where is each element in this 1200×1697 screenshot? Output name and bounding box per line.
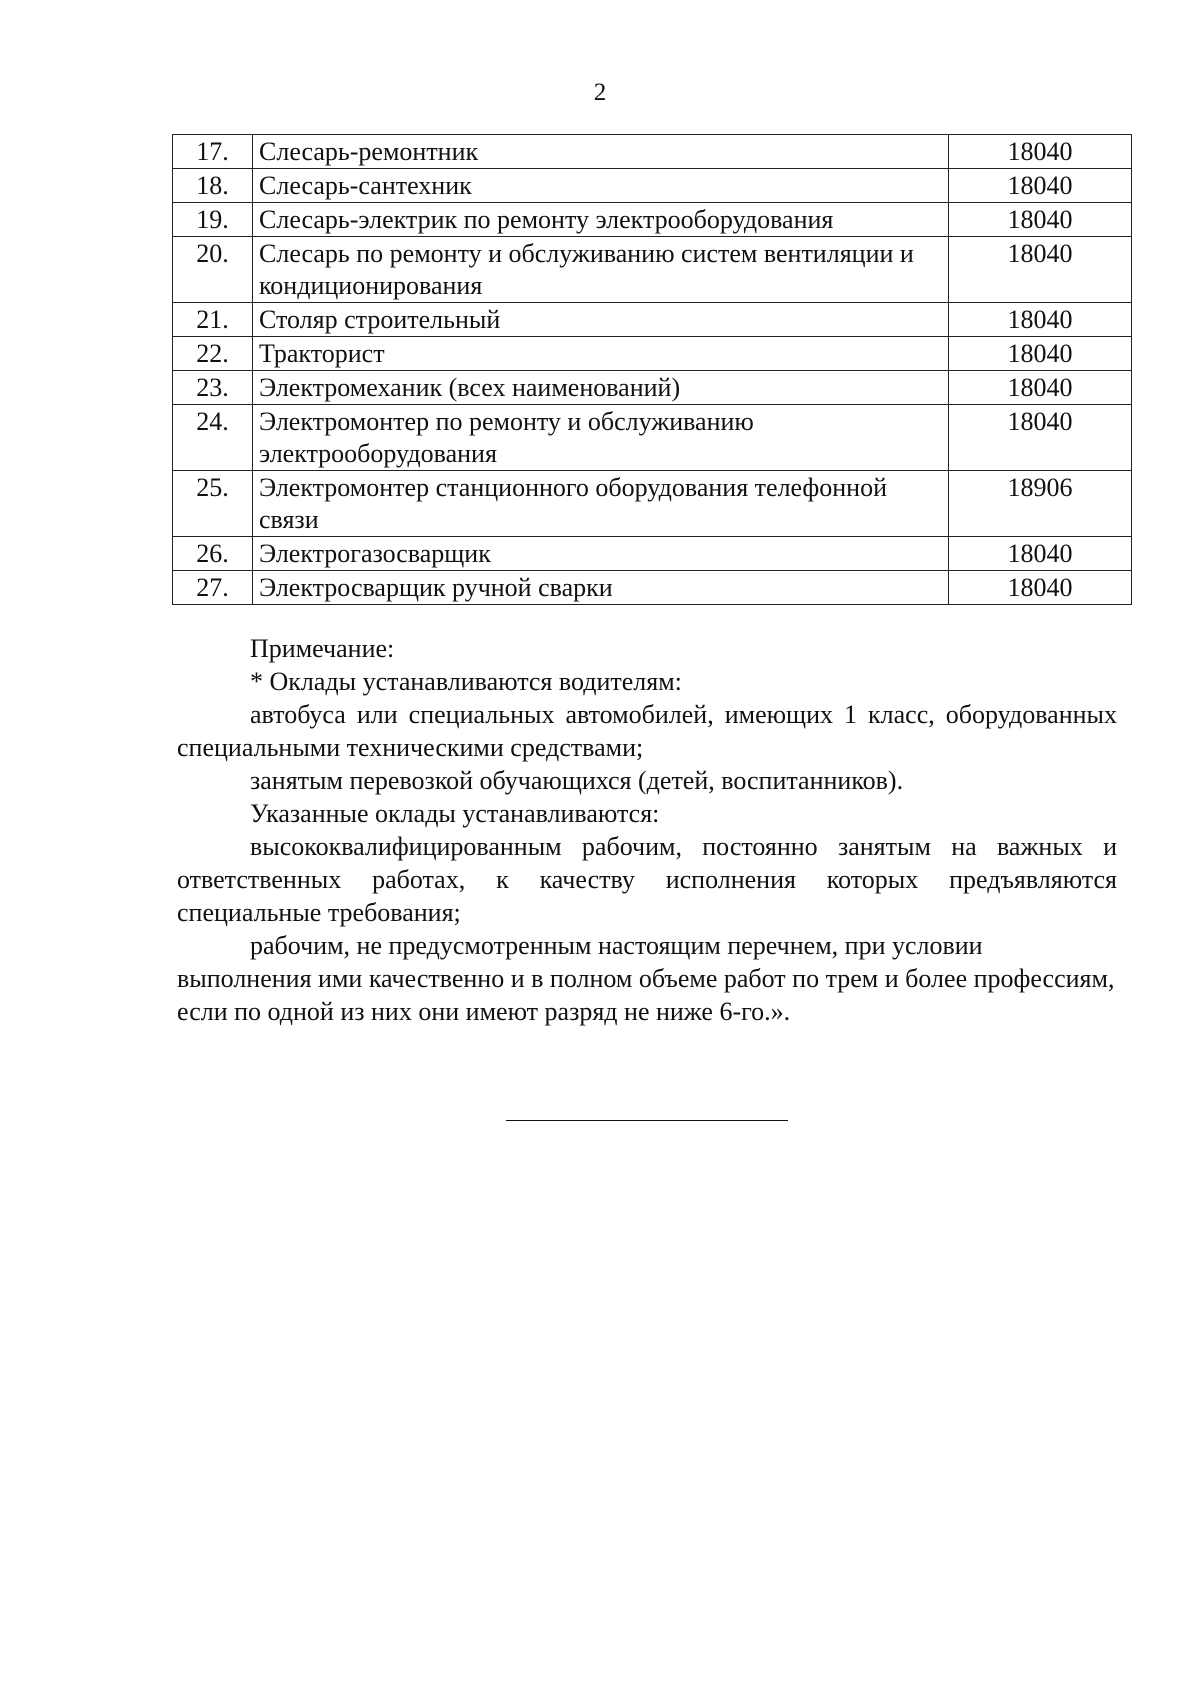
profession-name: Слесарь-сантехник <box>253 169 949 203</box>
salary-value: 18040 <box>949 169 1132 203</box>
table-row <box>173 371 1132 405</box>
row-number: 17. <box>173 135 253 169</box>
row-number: 20. <box>173 237 253 303</box>
note-paragraph: рабочим, не предусмотренным настоящим перечнем, при условии выполнения ими качественно и в полном объеме работ по трем и более профессиям, если по одной из них они имеют разряд не ниже 6-го.». <box>177 931 1115 1026</box>
row-number: 21. <box>173 303 253 337</box>
salary-value: 18040 <box>949 537 1132 571</box>
salary-value: 18906 <box>949 471 1132 537</box>
salary-value: 18040 <box>949 371 1132 405</box>
salary-table <box>172 134 1132 605</box>
note-paragraph: * Оклады устанавливаются водителям: <box>250 667 682 696</box>
closing-separator-line <box>506 1120 788 1121</box>
table-row <box>173 169 1132 203</box>
profession-name: Электрогазосварщик <box>253 537 949 571</box>
profession-name: Столяр строительный <box>253 303 949 337</box>
table-row <box>173 337 1132 371</box>
profession-name: Слесарь-электрик по ремонту электрооборудования <box>253 203 949 237</box>
table-row <box>173 303 1132 337</box>
profession-name: Электромонтер по ремонту и обслуживанию электрооборудования <box>253 405 949 471</box>
row-number: 18. <box>173 169 253 203</box>
table-row <box>173 237 1132 303</box>
row-number: 19. <box>173 203 253 237</box>
note-paragraph: Указанные оклады устанавливаются: <box>250 799 660 828</box>
note-paragraph: высококвалифицированным рабочим, постоянно занятым на важных и ответственных работах, к качеству исполнения которых предъявляются специальные требования; <box>177 832 1117 927</box>
row-number: 26. <box>173 537 253 571</box>
row-number: 27. <box>173 571 253 605</box>
page-number: 2 <box>593 79 607 106</box>
salary-value: 18040 <box>949 571 1132 605</box>
notes-heading: Примечание: <box>250 634 395 663</box>
table-row <box>173 537 1132 571</box>
row-number: 23. <box>173 371 253 405</box>
profession-name: Электромеханик (всех наименований) <box>253 371 949 405</box>
row-number: 25. <box>173 471 253 537</box>
profession-name: Слесарь-ремонтник <box>253 135 949 169</box>
salary-value: 18040 <box>949 203 1132 237</box>
profession-name: Электросварщик ручной сварки <box>253 571 949 605</box>
row-number: 24. <box>173 405 253 471</box>
note-paragraph: занятым перевозкой обучающихся (детей, воспитанников). <box>250 766 904 795</box>
profession-name: Слесарь по ремонту и обслуживанию систем вентиляции и кондиционирования <box>253 237 949 303</box>
note-paragraph: автобуса или специальных автомобилей, имеющих 1 класс, оборудованных специальными техническими средствами; <box>177 700 1117 762</box>
table-row <box>173 135 1132 169</box>
salary-value: 18040 <box>949 135 1132 169</box>
salary-value: 18040 <box>949 337 1132 371</box>
table-row <box>173 571 1132 605</box>
profession-name: Тракторист <box>253 337 949 371</box>
profession-name: Электромонтер станционного оборудования телефонной связи <box>253 471 949 537</box>
notes-section <box>177 632 1117 1028</box>
salary-value: 18040 <box>949 237 1132 303</box>
salary-value: 18040 <box>949 405 1132 471</box>
table-row <box>173 405 1132 471</box>
table-row <box>173 203 1132 237</box>
row-number: 22. <box>173 337 253 371</box>
salary-value: 18040 <box>949 303 1132 337</box>
table-row <box>173 471 1132 537</box>
